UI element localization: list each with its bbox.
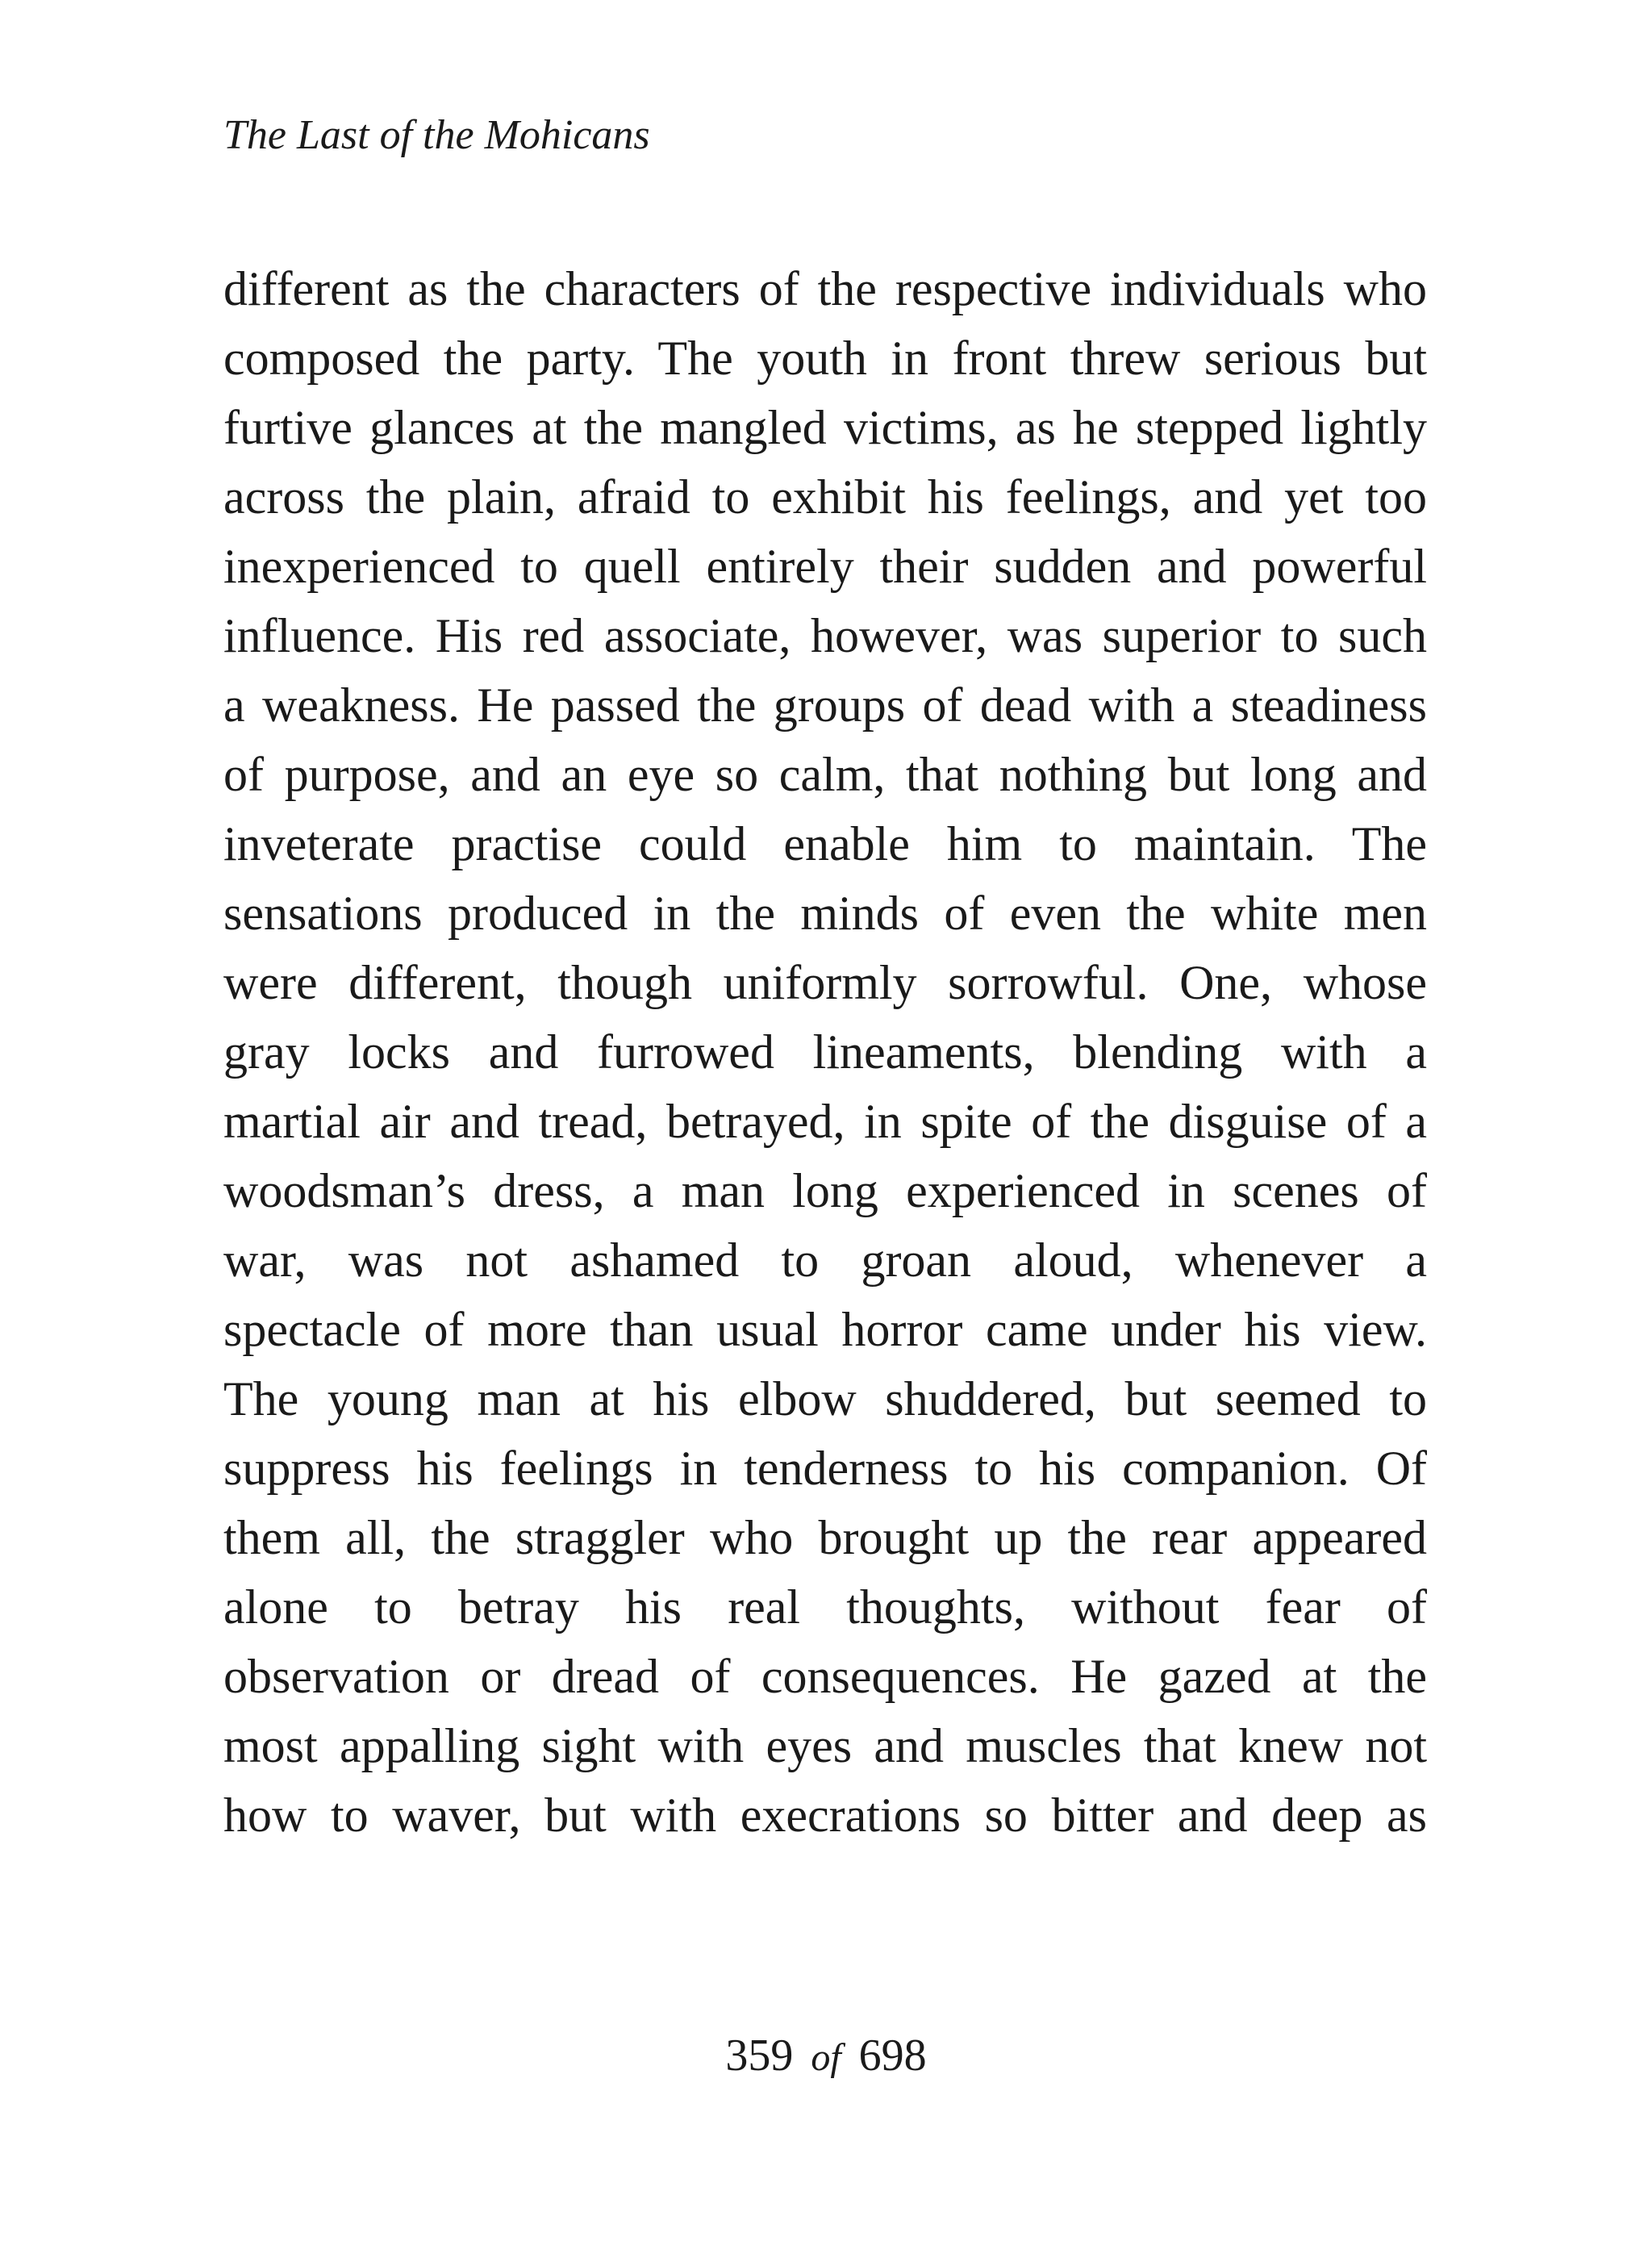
text-line: inveterate practise could enable him to maintain. The	[223, 817, 1427, 870]
text-line: across the plain, afraid to exhibit his feelings, and yet too	[223, 470, 1427, 524]
text-line: different as the characters of the respective individuals who	[223, 262, 1427, 315]
text-line: of purpose, and an eye so calm, that nothing but long and	[223, 748, 1427, 801]
text-line: war, was not ashamed to groan aloud, whenever a	[223, 1233, 1427, 1287]
text-line: most appalling sight with eyes and muscles that knew not	[223, 1719, 1427, 1772]
page-number	[0, 2023, 1652, 2090]
text-line: composed the party. The youth in front threw serious but	[223, 332, 1427, 385]
text-line: gray locks and furrowed lineaments, blending with a	[223, 1025, 1427, 1079]
text-line: inexperienced to quell entirely their sudden and powerful	[223, 540, 1427, 593]
text-line: influence. His red associate, however, was superior to such	[223, 609, 1427, 662]
text-line: how to waver, but with execrations so bitter and deep as	[223, 1789, 1427, 1842]
text-line: The young man at his elbow shuddered, but seemed to	[223, 1372, 1427, 1425]
body-text	[223, 254, 1427, 1850]
text-line: woodsman’s dress, a man long experienced in scenes of	[223, 1164, 1427, 1217]
text-line: spectacle of more than usual horror came under his view.	[223, 1303, 1427, 1356]
text-line: suppress his feelings in tenderness to his companion. Of	[223, 1442, 1427, 1495]
text-line: alone to betray his real thoughts, without fear of	[223, 1580, 1427, 1634]
text-line: them all, the straggler who brought up the rear appeared	[223, 1511, 1427, 1564]
of-word: of	[811, 2036, 841, 2079]
total-pages: 698	[858, 2031, 927, 2081]
text-line: observation or dread of consequences. He gazed at the	[223, 1650, 1427, 1703]
text-line: furtive glances at the mangled victims, as he stepped lightly	[223, 401, 1427, 454]
text-line: a weakness. He passed the groups of dead with a steadiness	[223, 678, 1427, 732]
current-page: 359	[725, 2031, 794, 2081]
text-line: sensations produced in the minds of even the white men	[223, 887, 1427, 940]
text-line: were different, though uniformly sorrowful. One, whose	[223, 956, 1427, 1009]
text-line: martial air and tread, betrayed, in spite of the disguise of a	[223, 1095, 1427, 1148]
running-header: The Last of the Mohicans	[223, 112, 650, 158]
